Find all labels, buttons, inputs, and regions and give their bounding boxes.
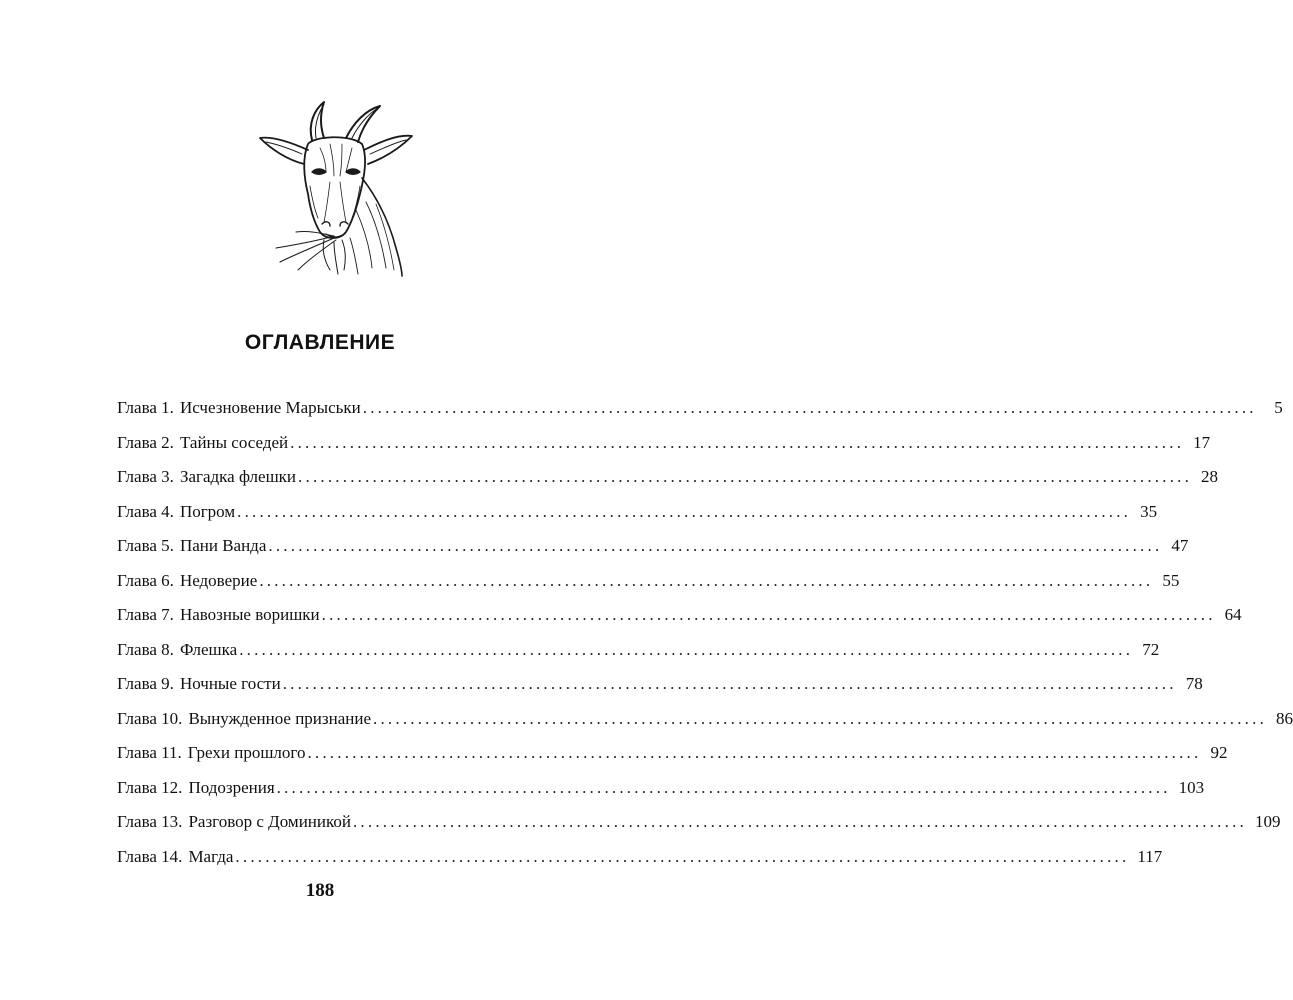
toc-entry	[117, 702, 1293, 737]
toc-dot-leader: ........................................................................................................................	[282, 674, 1177, 693]
toc-dot-leader: ........................................................................................................................	[235, 846, 1130, 866]
toc-chapter-number: Глава 8.	[117, 639, 174, 659]
toc-page-number: 109	[1254, 812, 1281, 831]
toc-chapter-title: Магда	[188, 846, 234, 866]
toc-chapter-title: Пани Ванда	[179, 536, 267, 555]
toc-entry-label	[117, 426, 288, 461]
toc-page-number: 86	[1276, 708, 1293, 728]
toc-chapter-title: Грехи прошлого	[187, 743, 306, 762]
toc-chapter-title: Подозрения	[188, 777, 275, 797]
toc-chapter-number: Глава 4.	[117, 501, 174, 521]
toc-entry-label	[117, 529, 266, 564]
toc-page-number: 64	[1224, 605, 1242, 624]
toc-entry	[117, 495, 1158, 530]
toc-entry-label	[117, 736, 305, 771]
toc-chapter-title: Флешка	[179, 639, 238, 659]
toc-entry	[117, 736, 1228, 771]
toc-entry-label	[117, 840, 233, 875]
table-of-contents	[117, 391, 1293, 874]
toc-dot-leader: ........................................................................................................................	[307, 743, 1202, 762]
toc-chapter-number: Глава 3.	[117, 467, 174, 486]
toc-chapter-number: Глава 6.	[117, 570, 174, 590]
toc-entry-label	[117, 667, 281, 702]
toc-entry-label	[117, 460, 296, 495]
toc-chapter-title: Тайны соседей	[179, 432, 289, 452]
toc-chapter-title: Навозные воришки	[179, 605, 320, 624]
toc-dot-leader: ........................................................................................................................	[321, 605, 1216, 624]
toc-chapter-number: Глава 9.	[117, 674, 174, 693]
toc-chapter-number: Глава 12.	[117, 777, 183, 797]
toc-chapter-title: Ночные гости	[179, 674, 281, 693]
toc-dot-leader: ........................................................................................................................	[276, 777, 1171, 797]
toc-chapter-title: Вынужденное признание	[188, 708, 372, 728]
toc-chapter-number: Глава 11.	[117, 743, 182, 762]
toc-entry	[117, 667, 1203, 702]
toc-dot-leader: ........................................................................................................................	[239, 639, 1134, 659]
toc-page-number: 35	[1140, 501, 1158, 521]
toc-page-number: 55	[1162, 570, 1180, 590]
toc-dot-leader: ........................................................................................................................	[290, 432, 1185, 452]
toc-chapter-number: Глава 7.	[117, 605, 174, 624]
toc-dot-leader: ........................................................................................................................	[237, 501, 1132, 521]
toc-entry-label	[117, 495, 235, 530]
toc-entry-label	[117, 564, 257, 599]
toc-entry-label	[117, 805, 351, 840]
toc-dot-leader: ........................................................................................................................	[352, 812, 1247, 831]
toc-chapter-number: Глава 5.	[117, 536, 174, 555]
toc-entry	[117, 633, 1160, 668]
toc-dot-leader: ........................................................................................................................	[373, 708, 1268, 728]
toc-page-number: 78	[1185, 674, 1203, 693]
toc-chapter-title: Загадка флешки	[179, 467, 297, 486]
toc-entry-label	[117, 702, 371, 737]
toc-dot-leader: ........................................................................................................................	[259, 570, 1154, 590]
toc-page-number: 28	[1201, 467, 1219, 486]
toc-chapter-number: Глава 2.	[117, 432, 174, 452]
toc-entry	[117, 564, 1180, 599]
toc-page-number: 103	[1178, 777, 1205, 797]
toc-entry	[117, 460, 1219, 495]
toc-entry	[117, 840, 1163, 875]
toc-chapter-title: Погром	[179, 501, 236, 521]
toc-entry-label	[117, 771, 275, 806]
toc-page-number: 117	[1137, 846, 1163, 866]
toc-chapter-title: Исчезновение Марыськи	[179, 398, 361, 417]
toc-entry	[117, 598, 1242, 633]
toc-chapter-number: Глава 10.	[117, 708, 183, 728]
toc-chapter-title: Недоверие	[179, 570, 258, 590]
toc-chapter-number: Глава 13.	[117, 812, 183, 831]
toc-entry-label	[117, 633, 237, 668]
toc-entry-label	[117, 598, 320, 633]
toc-page-number: 5	[1274, 398, 1283, 417]
goat-head-icon	[250, 98, 420, 278]
toc-page-number: 92	[1210, 743, 1228, 762]
toc-entry	[117, 391, 1283, 426]
toc-dot-leader: ........................................................................................................................	[298, 467, 1193, 486]
toc-page-number: 17	[1193, 432, 1211, 452]
page-number: 188	[305, 880, 335, 901]
toc-entry	[117, 426, 1211, 461]
toc-entry	[117, 805, 1281, 840]
toc-chapter-number: Глава 1.	[117, 398, 174, 417]
toc-page-number: 72	[1142, 639, 1160, 659]
toc-dot-leader: ........................................................................................................................	[362, 398, 1257, 417]
toc-page-number: 47	[1171, 536, 1189, 555]
toc-entry	[117, 529, 1189, 564]
toc-dot-leader: ........................................................................................................................	[268, 536, 1163, 555]
toc-chapter-number: Глава 14.	[117, 846, 183, 866]
toc-title: ОГЛАВЛЕНИЕ	[244, 331, 396, 354]
toc-entry-label	[117, 391, 361, 426]
toc-entry	[117, 771, 1205, 806]
toc-chapter-title: Разговор с Доминикой	[188, 812, 351, 831]
